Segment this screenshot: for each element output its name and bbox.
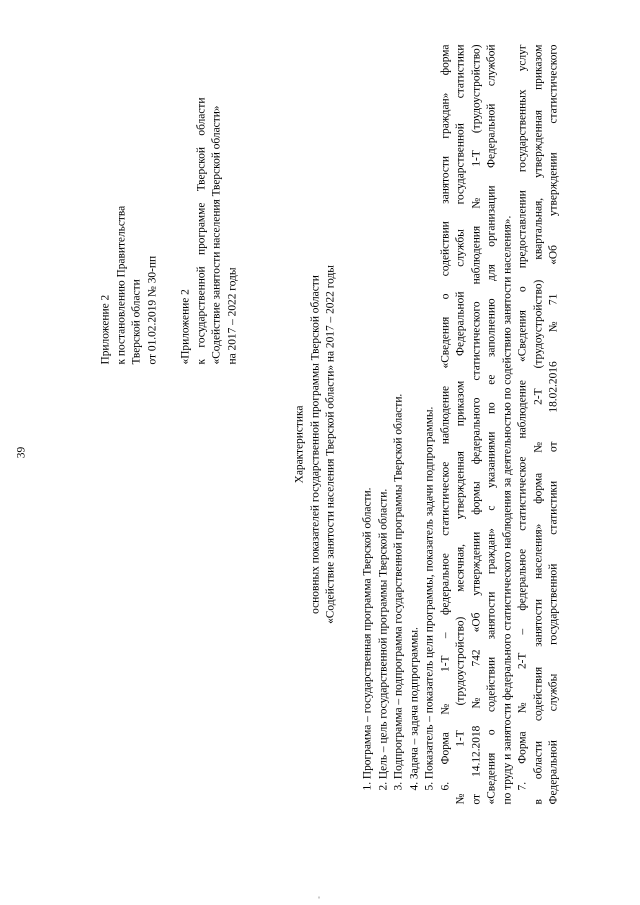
paragraph-line: № 1-Т (трудоустройство) месячная, утвержденная приказом Федеральной службы государственной статистики [454,44,466,805]
list-item: 4. Задача – задача подпрограммы. [407,627,420,791]
paragraph-line: 6. Форма № 1-Т – федеральное статистическое наблюдение «Сведения о содействии занятости граждан» форма [438,44,451,791]
annex-line: «Содействие занятости населения Тверской области» [210,105,222,365]
paragraph-line: от 14.12.2018 № 742 «Об утверждении формы федерального статистического наблюдения № 1-Т (трудоустройство) [469,44,482,805]
paragraph-line: 7. Форма № 2-Т – федеральное статистическое наблюдение «Сведения о предоставлении государственных услуг [516,44,528,791]
approval-block [98,105,160,365]
paragraph-line: «Сведения о содействии занятости граждан» с указаниями по ее заполнению для организации Федеральной службой [485,44,497,805]
list-item: 5. Показатель – показатель цели программы, показатель задачи подпрограммы. [423,406,435,791]
paragraph-form-1t [438,45,516,805]
scan-mark [318,897,319,899]
annex-block [178,87,240,365]
heading-title: Характеристика [293,405,305,484]
heading-subtitle: «Содействие занятости населения Тверской области» на 2017 – 2022 годы [324,265,336,624]
list-item: 3. Подпрограмма – подпрограмма государственной программы Тверской области. [392,393,404,791]
list-item: 1. Программа – государственная программа Тверской области. [361,487,373,791]
list-item: 2. Цель – цель государственной программы Тверской области. [376,488,389,791]
annex-line: к государственной программе Тверской области [194,97,207,365]
page-number: 39 [15,446,27,459]
approval-line: Приложение 2 [99,294,111,365]
paragraph-line: по труду и занятости федерального статистического наблюдения за деятельностью по содействию занятости населения». [500,215,513,805]
definitions-list [360,45,562,805]
heading-subtitle: основных показателей государственной программы Тверской области [308,275,321,614]
annex-line: на 2017 – 2022 годы [225,267,238,365]
paragraph-line: Федеральной службы государственной статистики от 18.02.2016 № 71 «Об утверждении статистического [547,44,559,805]
approval-line: к постановлению Правительства [114,205,127,365]
paragraph-line: в области содействия занятости населения» форма № 2-Т (трудоустройство) квартальная, утвержденная приказом [531,44,544,805]
approval-line: Тверской области [130,279,142,365]
document-heading [292,225,339,665]
approval-line: от 01.02.2019 № 30-пп [145,255,158,365]
paragraph-form-2t [515,45,562,805]
annex-line: «Приложение 2 [179,289,191,365]
